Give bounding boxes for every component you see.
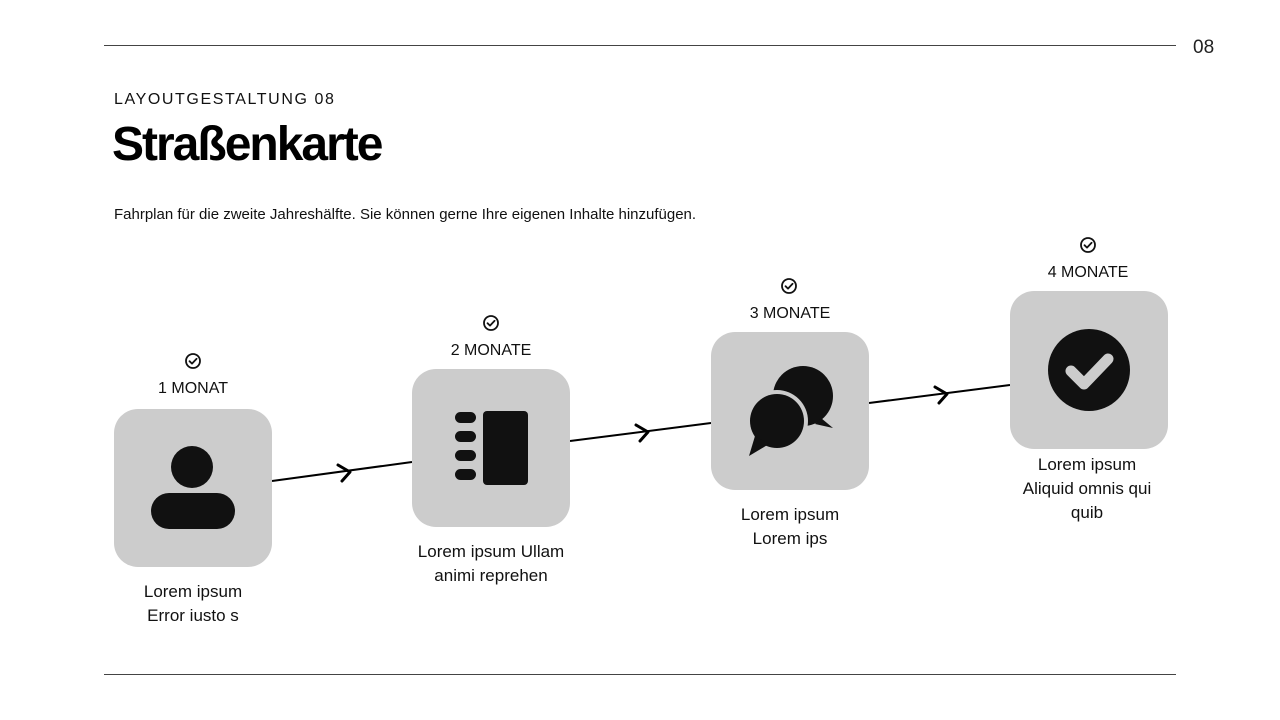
check-circle-small-icon: [1079, 236, 1097, 254]
step-label: 4 MONATE: [1047, 264, 1129, 281]
step-description: [391, 540, 591, 588]
step-label: 1 MONAT: [158, 380, 228, 397]
step-description-line: Lorem ipsum: [143, 582, 243, 601]
arrow-icon: [338, 465, 350, 481]
connector-line-1: [272, 462, 412, 481]
step-tile: [412, 369, 570, 527]
page-subtitle: Fahrplan für die zweite Jahreshälfte. Sie können gerne Ihre eigenen Inhalte hinzufügen.: [114, 206, 697, 223]
check-circle-small-icon: [482, 314, 500, 332]
check-circle-icon: [1010, 291, 1168, 449]
check-circle-small-icon: [780, 277, 798, 295]
step-description-line: Error iusto s: [147, 606, 239, 625]
step-tile: [711, 332, 869, 490]
step-description-line: Lorem ipsum Ullam: [417, 542, 565, 561]
step-description: [690, 503, 890, 551]
chat-bubbles-icon: [711, 332, 869, 490]
step-description-line: quib: [1070, 503, 1104, 522]
step-description-line: Lorem ips: [752, 529, 828, 548]
step-description-line: animi reprehen: [434, 566, 548, 585]
page-number: 08: [1193, 37, 1215, 58]
person-icon: [114, 409, 272, 567]
check-circle-small-icon: [184, 352, 202, 370]
step-label: 3 MONATE: [749, 305, 831, 322]
page-title: Straßenkarte: [112, 118, 382, 171]
step-description-line: Lorem ipsum: [1037, 455, 1137, 474]
step-description-line: Aliquid omnis qui: [1022, 479, 1152, 498]
step-description: [987, 453, 1187, 525]
step-label: 2 MONATE: [450, 342, 532, 359]
step-tile: [1010, 291, 1168, 449]
step-description: [93, 580, 293, 628]
notebook-icon: [412, 369, 570, 527]
eyebrow-label: LAYOUTGESTALTUNG 08: [114, 91, 336, 108]
step-description-line: Lorem ipsum: [740, 505, 840, 524]
step-tile: [114, 409, 272, 567]
bottom-rule: [104, 674, 1176, 675]
